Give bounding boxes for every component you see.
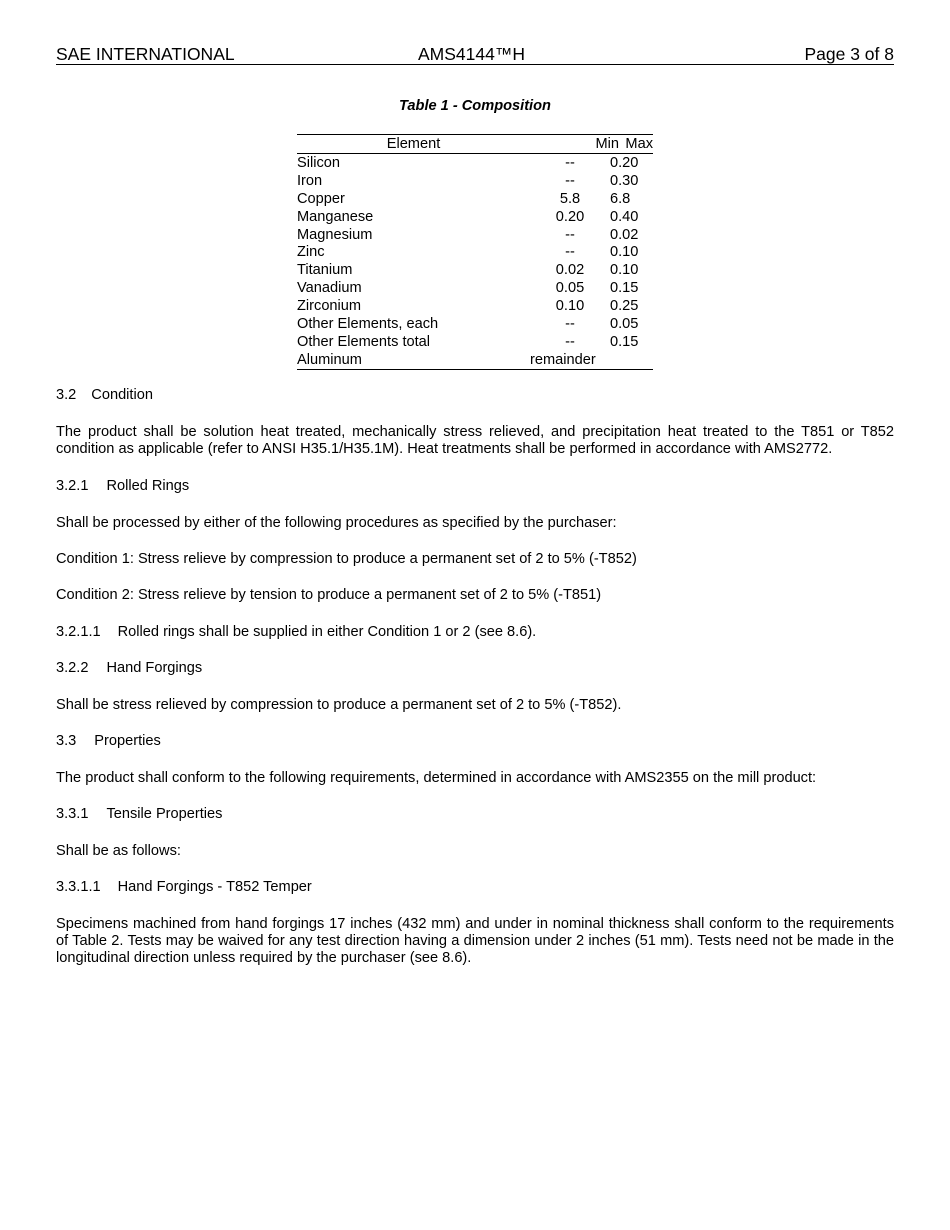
section-number: 3.2.1.1 bbox=[56, 624, 101, 640]
section-3-2-heading bbox=[56, 387, 894, 404]
section-title: Rolled Rings bbox=[106, 478, 190, 494]
section-3-2-1-heading bbox=[56, 478, 894, 495]
table-1-caption: Table 1 - Composition bbox=[399, 98, 551, 114]
min-cell: 0.02 bbox=[555, 262, 585, 279]
column-header-min: Min bbox=[595, 136, 619, 152]
min-cell: 0.20 bbox=[555, 208, 585, 225]
header-org: SAE INTERNATIONAL bbox=[56, 44, 235, 64]
section-3-3-1-heading bbox=[56, 806, 894, 823]
page-header bbox=[56, 44, 894, 65]
table-row bbox=[297, 154, 653, 172]
section-3-2-2-heading bbox=[56, 660, 894, 677]
table-row bbox=[297, 226, 653, 244]
min-cell: -- bbox=[565, 172, 575, 189]
section-title: Tensile Properties bbox=[106, 806, 223, 822]
section-title: Properties bbox=[94, 733, 161, 749]
column-header-max: Max bbox=[625, 136, 653, 152]
max-cell: 0.05 bbox=[610, 316, 639, 333]
section-3-3-1-1-heading bbox=[56, 879, 894, 896]
max-cell: 0.25 bbox=[610, 298, 639, 315]
section-title: Hand Forgings - T852 Temper bbox=[117, 879, 312, 895]
section-number: 3.3.1 bbox=[56, 806, 89, 822]
element-cell: Vanadium bbox=[297, 280, 362, 297]
condition-1-text: Condition 1: Stress relieve by compression to produce a permanent set of 2 to 5% (-T852) bbox=[56, 551, 637, 567]
element-cell: Zirconium bbox=[297, 298, 362, 315]
max-cell: 0.30 bbox=[610, 172, 639, 189]
section-number: 3.2.1 bbox=[56, 478, 89, 494]
min-cell: -- bbox=[565, 316, 575, 333]
element-cell: Magnesium bbox=[297, 226, 373, 243]
element-cell: Other Elements, each bbox=[297, 316, 439, 333]
table-row bbox=[297, 351, 653, 369]
min-cell: -- bbox=[565, 333, 575, 350]
table-row bbox=[297, 279, 653, 297]
section-3-3-heading bbox=[56, 733, 894, 750]
element-cell: Zinc bbox=[297, 244, 325, 261]
min-cell: 0.05 bbox=[555, 280, 585, 297]
section-title: Hand Forgings bbox=[106, 660, 203, 676]
min-cell: -- bbox=[565, 226, 575, 243]
table-row bbox=[297, 315, 653, 333]
max-cell: 0.15 bbox=[610, 333, 639, 350]
section-number: 3.2.2 bbox=[56, 660, 89, 676]
table-row bbox=[297, 190, 653, 208]
max-cell: 0.15 bbox=[610, 280, 639, 297]
table-row bbox=[297, 297, 653, 315]
composition-table bbox=[297, 134, 653, 370]
condition-2-text: Condition 2: Stress relieve by tension to produce a permanent set of 2 to 5% (-T851) bbox=[56, 587, 602, 603]
max-cell: 0.02 bbox=[610, 226, 639, 243]
max-cell: 0.20 bbox=[610, 155, 639, 171]
section-number: 3.3 bbox=[56, 733, 77, 749]
min-cell: -- bbox=[565, 244, 575, 261]
section-text: Rolled rings shall be supplied in either Condition 1 or 2 (see 8.6). bbox=[117, 624, 537, 640]
max-cell: 0.10 bbox=[610, 244, 639, 261]
section-3-3-1-1-text: Specimens machined from hand forgings 17 inches (432 mm) and under in nominal thickness shall conform to the requirements of Table 2. Tests may be waived for any test direction having a dimension under 2 inches (51 mm). Tests need not be made in the longitudinal direction unless required by the purchaser (see 8.6). bbox=[56, 916, 894, 966]
section-3-2-2-text: Shall be stress relieved by compression to produce a permanent set of 2 to 5% (-T852). bbox=[56, 697, 622, 713]
header-page-number: Page 3 of 8 bbox=[804, 44, 894, 64]
section-number: 3.3.1.1 bbox=[56, 879, 101, 895]
max-cell: 6.8 bbox=[610, 190, 631, 207]
max-cell: 0.40 bbox=[610, 208, 639, 225]
table-row bbox=[297, 172, 653, 190]
min-cell: 0.10 bbox=[555, 298, 585, 315]
max-cell: 0.10 bbox=[610, 262, 639, 279]
table-row bbox=[297, 333, 653, 351]
table-row bbox=[297, 208, 653, 226]
section-number: 3.2 bbox=[56, 387, 77, 403]
header-doc-id: AMS4144™H bbox=[418, 44, 525, 64]
section-3-2-1-1 bbox=[56, 624, 894, 641]
element-cell: Titanium bbox=[297, 262, 353, 279]
min-cell: remainder bbox=[530, 351, 596, 368]
table-header-row bbox=[297, 135, 653, 154]
min-cell: -- bbox=[565, 155, 575, 171]
section-3-2-1-text: Shall be processed by either of the following procedures as specified by the purchaser: bbox=[56, 515, 617, 531]
table-row bbox=[297, 243, 653, 261]
max-cell bbox=[610, 351, 653, 369]
section-title: Condition bbox=[91, 387, 153, 403]
min-cell: 5.8 bbox=[559, 190, 581, 207]
column-header-element: Element bbox=[386, 136, 441, 152]
section-3-2-text: The product shall be solution heat treated, mechanically stress relieved, and precipitation heat treated to the T851 or T852 condition as applicable (refer to ANSI H35.1/H35.1M). Heat treatments shall be performed in accordance with AMS2772. bbox=[56, 424, 894, 457]
element-cell: Aluminum bbox=[297, 351, 362, 368]
element-cell: Copper bbox=[297, 190, 345, 207]
table-row bbox=[297, 261, 653, 279]
section-3-3-text: The product shall conform to the following requirements, determined in accordance with AMS2355 on the mill product: bbox=[56, 770, 817, 786]
table-body bbox=[297, 154, 653, 369]
element-cell: Silicon bbox=[297, 155, 340, 171]
section-3-3-1-text: Shall be as follows: bbox=[56, 843, 181, 859]
element-cell: Other Elements total bbox=[297, 333, 431, 350]
element-cell: Iron bbox=[297, 172, 323, 189]
element-cell: Manganese bbox=[297, 208, 374, 225]
